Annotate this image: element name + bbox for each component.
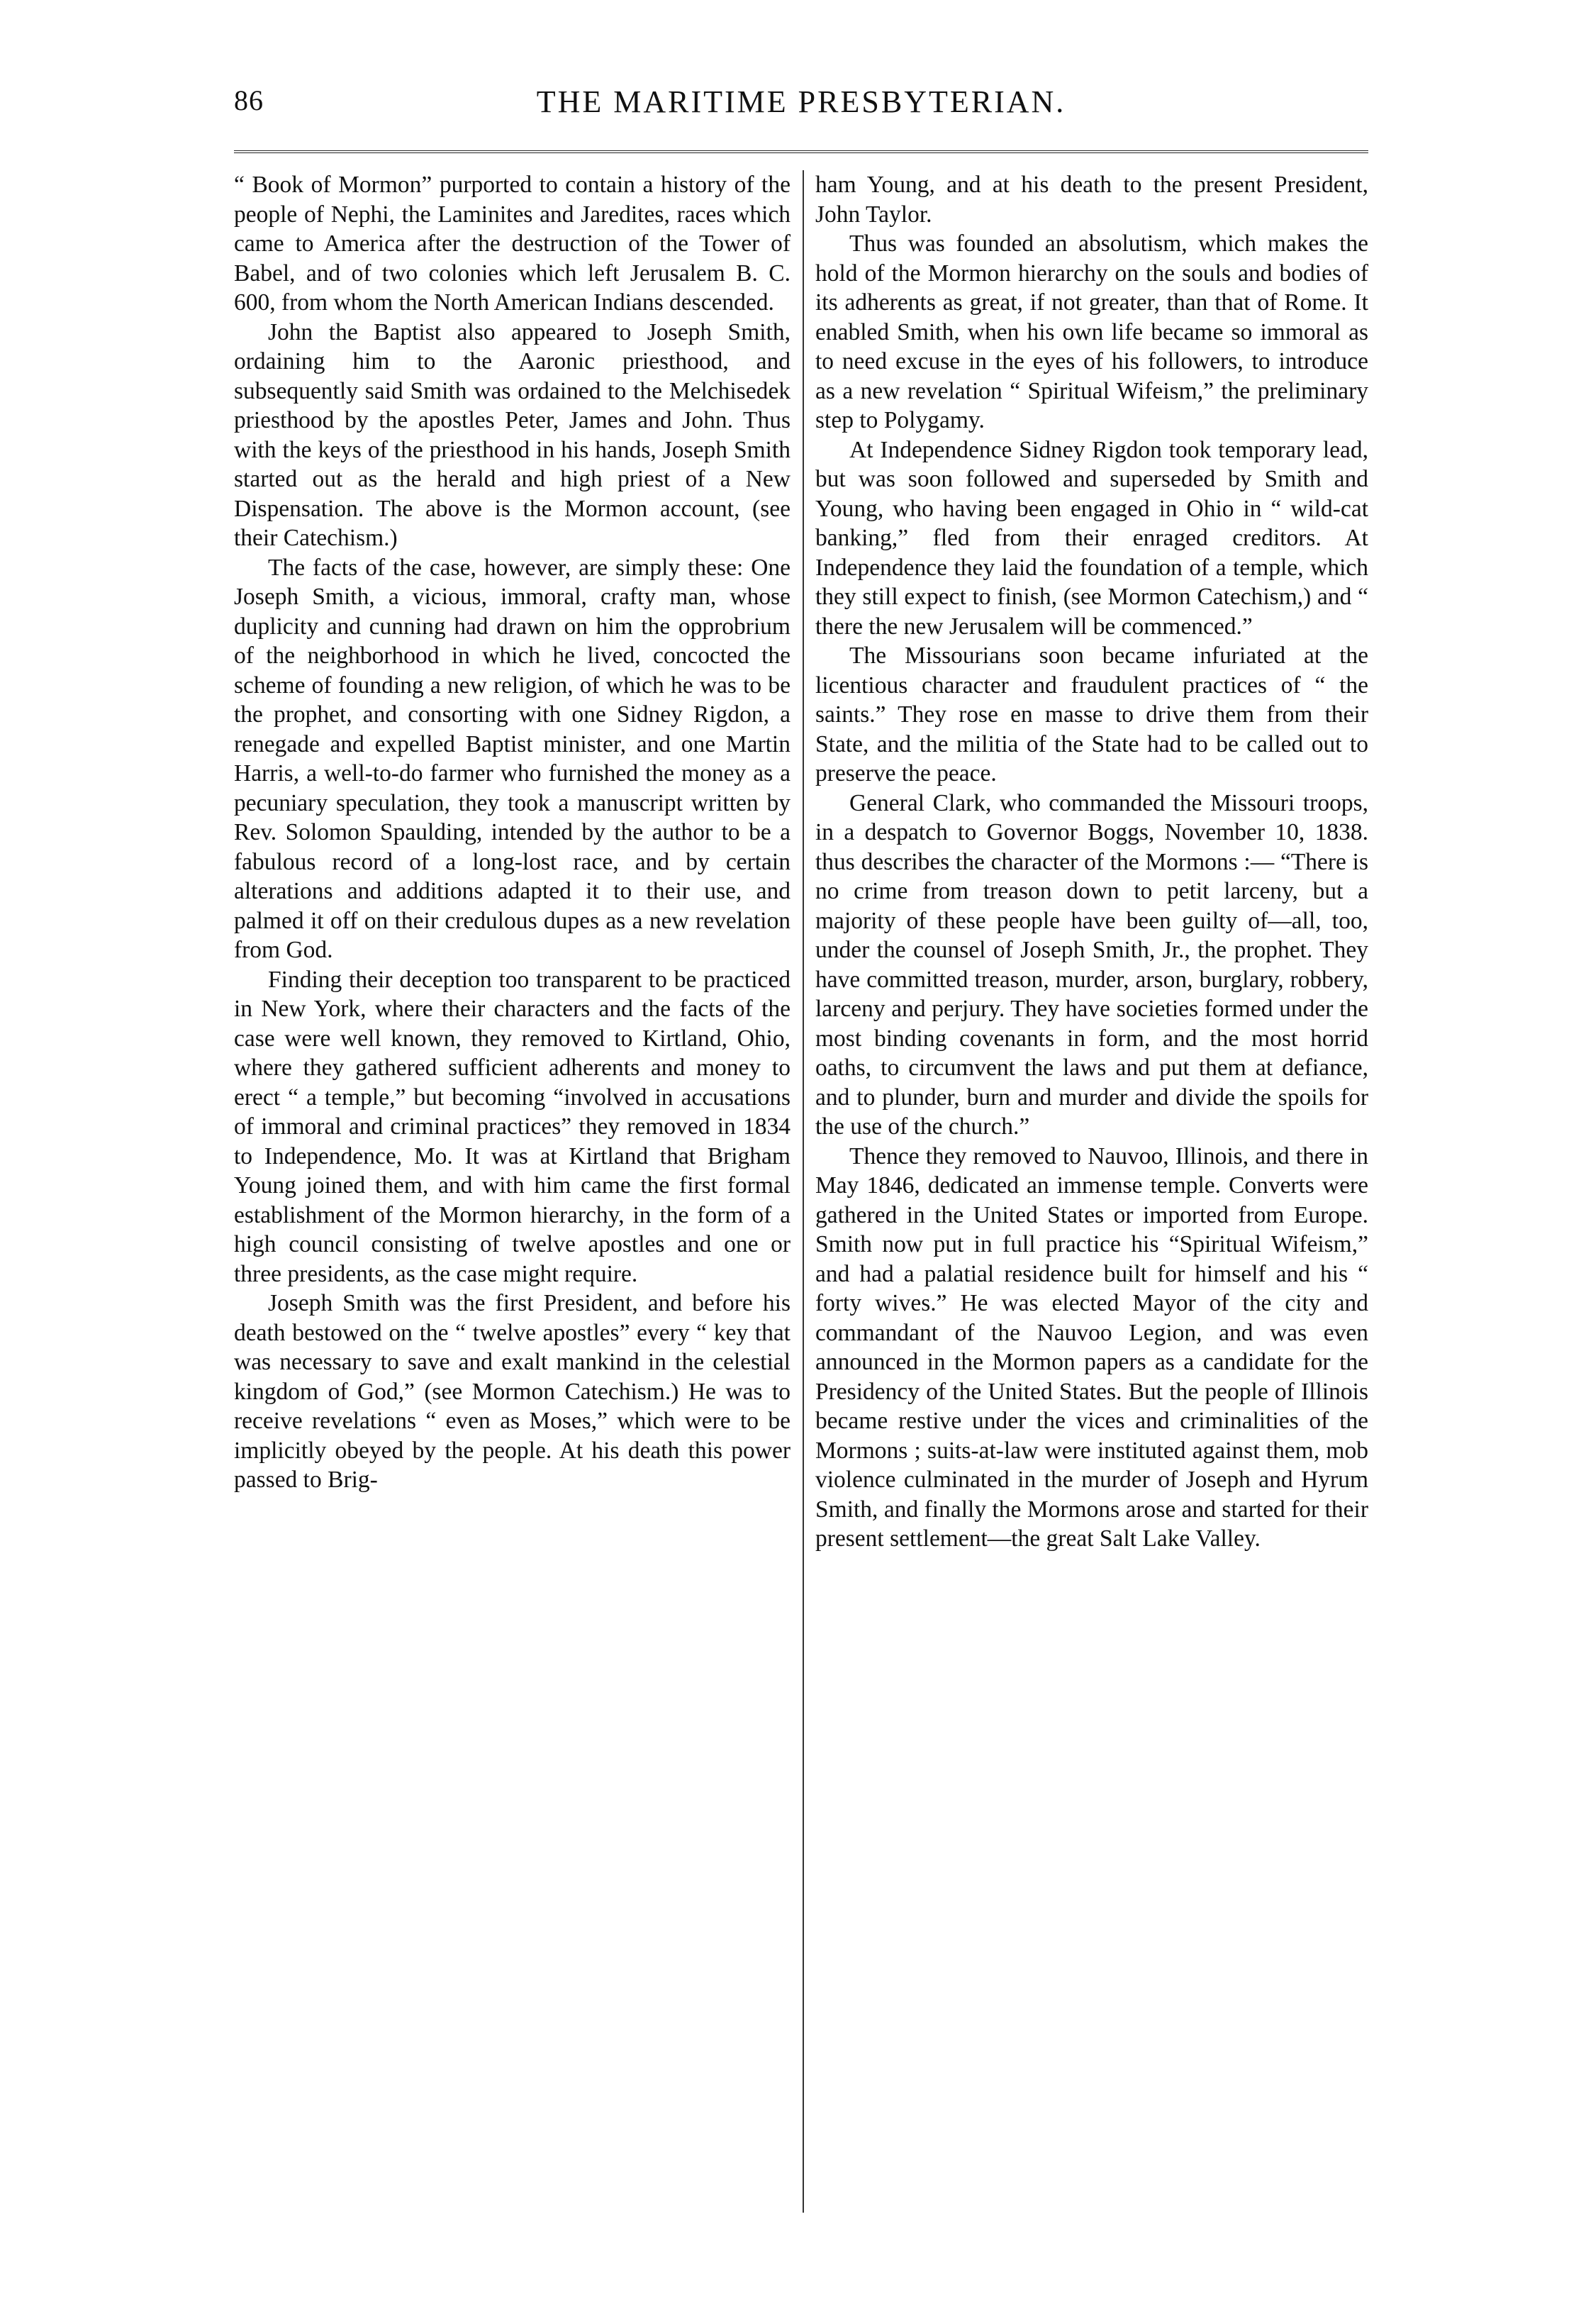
paragraph: Thus was founded an absolutism, which makes the hold of the Mormon hierarchy on the souls and bodies of its adherents as great, if not greater, than that of Rome. It enabled Smith, when his own life became so immoral as to need excuse in the eyes of his followers, to introduce as a new revelation “ Spiritual Wifeism,” the preliminary step to Polygamy. <box>815 230 1368 433</box>
paragraph: The facts of the case, however, are simply these: One Joseph Smith, a vicious, immoral, crafty man, whose duplicity and cunning had drawn on him the opprobrium of the neighborhood in which he lived, concocted the scheme of founding a new religion, of which he was to be the prophet, and consorting with one Sidney Rigdon, a renegade and expelled Baptist minister, and one Martin Harris, a well-to-do farmer who furnished the money as a pecuniary speculation, they took a manuscript written by Rev. Solomon Spaulding, intended by the author to be a fabulous record of a long-lost race, and by certain alterations and additions adapted it to their use, and palmed it off on their credulous dupes as a new revelation from God. <box>234 554 790 963</box>
running-title: THE MARITIME PRESBYTERIAN. <box>536 84 1066 119</box>
paragraph: The Missourians soon became infuriated at the licentious character and fraudulent practices of “ the saints.” They rose en masse to drive them from their State, and the militia of the State had to be called out to preserve the peace. <box>815 643 1368 786</box>
paragraph: ham Young, and at his death to the present President, John Taylor. <box>815 172 1368 228</box>
page-header <box>234 78 1368 135</box>
page-number: 86 <box>234 84 264 116</box>
paragraph: At Independence Sidney Rigdon took temporary lead, but was soon followed and superseded by Smith and Young, who having been engaged in Ohio in “ wild-cat banking,” fled from their enraged creditors. At Independence they laid the foundation of a temple, which they still expect to finish, (see Mormon Catechism,) and “ there the new Jerusalem will be commenced.” <box>815 436 1368 640</box>
paragraph: John the Baptist also appeared to Joseph Smith, ordaining him to the Aaronic priesthood, and subsequently said Smith was ordained to the Melchisedek priesthood by the apostles Peter, James and John. Thus with the keys of the priesthood in his hands, Joseph Smith started out as the herald and high priest of a New Dispensation. The above is the Mormon account, (see their Catechism.) <box>234 318 790 551</box>
paragraph: General Clark, who commanded the Missouri troops, in a despatch to Governor Boggs, November 10, 1838. thus describes the character of the Mormons :— “There is no crime from treason down to petit larceny, but a majority of these people have been guilty of—all, too, under the counsel of Joseph Smith, Jr., the prophet. They have committed treason, murder, arson, burglary, robbery, larceny and perjury. They have societies formed under the most binding covenants in form, and the most horrid oaths, to circumvent the laws and put them at defiance, and to plunder, burn and murder and divide the spoils for the use of the church.” <box>815 789 1368 1140</box>
paragraph: Finding their deception too transparent to be practiced in New York, where their characters and the facts of the case were well known, they removed to Kirtland, Ohio, where they gathered sufficient adherents and money to erect “ a temple,” but becoming “involved in accusations of immoral and criminal practices” they removed in 1834 to Independence, Mo. It was at Kirtland that Brigham Young joined them, and with him came the first formal establishment of the Mormon hierarchy, in the form of a high council consisting of twelve apostles and one or three presidents, as the case might require. <box>234 966 790 1287</box>
header-rule <box>234 150 1368 153</box>
column-divider <box>803 170 804 2213</box>
paragraph: “ Book of Mormon” purported to contain a history of the people of Nephi, the Laminites and Jaredites, races which came to America after the destruction of the Tower of Babel, and of two colonies which left Jerusalem B. C. 600, from whom the North American Indians descended. <box>234 172 790 316</box>
paragraph: Joseph Smith was the first President, and before his death bestowed on the “ twelve apostles” every “ key that was necessary to save and exalt mankind in the celestial kingdom of God,” (see Mormon Catechism.) He was to receive revelations “ even as Moses,” which were to be implicitly obeyed by the people. At his death this power passed to Brig- <box>234 1290 790 1493</box>
right-column <box>815 170 1368 1554</box>
left-column <box>234 170 790 1495</box>
paragraph: Thence they removed to Nauvoo, Illinois, and there in May 1846, dedicated an immense temple. Converts were gathered in the United States or imported from Europe. Smith now put in full practice his “Spiritual Wifeism,” and had a palatial residence built for himself and his “ forty wives.” He was elected Mayor of the city and commandant of the Nauvoo Legion, and was even announced in the Mormon papers as a candidate for the Presidency of the United States. But the people of Illinois became restive under the vices and criminalities of the Mormons ; suits-at-law were instituted against them, mob violence culminated in the murder of Joseph and Hyrum Smith, and finally the Mormons arose and started for their present settlement—the great Salt Lake Valley. <box>815 1142 1368 1552</box>
